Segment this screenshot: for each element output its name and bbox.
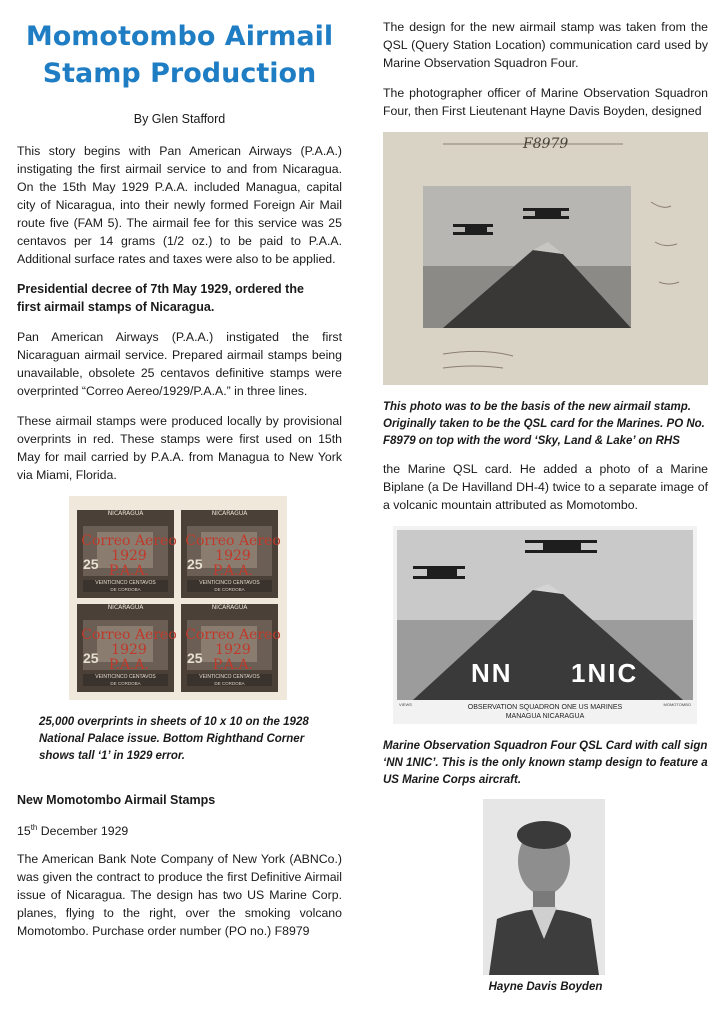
overprint-line-3: P.A.A. bbox=[108, 563, 150, 579]
qsl-call-left: NN bbox=[471, 658, 513, 688]
photo-po-number: F8979 bbox=[523, 136, 569, 152]
stamp-country-tr: NICARAGUA bbox=[211, 510, 248, 517]
overprint-line-1: Correo Aereo bbox=[185, 533, 281, 549]
qsl-line-2: MANAGUA NICARAGUA bbox=[505, 713, 585, 720]
overprint-line-3: P.A.A. bbox=[212, 657, 254, 673]
stamp-value-bl: VEINTICINCO CENTAVOS bbox=[95, 674, 156, 680]
right-paragraph-3: the Marine QSL card. He added a photo of a Marine Biplane (a De Havilland DH-4) twice to a separate image of a volcanic mountain attributed as Momotombo. bbox=[383, 462, 708, 512]
abnco-paragraph: The American Bank Note Company of New York (ABNCo.) was given the contract to produce the first Definitive Airmail issue of Nicaragua. The design has two US Marine Corp. planes, flying to the right, over the smoking volcano Momotombo. Purchase order number (PO no.) F8979 bbox=[17, 852, 342, 939]
portrait-caption: Hayne Davis Boyden bbox=[488, 981, 603, 993]
qsl-corner-right: MOMOTOMBO bbox=[663, 702, 691, 707]
overprint-line-2: 1929 bbox=[215, 642, 251, 658]
qsl-call-right: 1NIC bbox=[571, 658, 639, 688]
right-paragraph-1: The design for the new airmail stamp was taken from the QSL (Query Station Location) communication card used by Marine Observation Squadron Four. bbox=[383, 20, 708, 70]
stamp-country-br: NICARAGUA bbox=[211, 604, 248, 611]
overprint-line-1: Correo Aereo bbox=[81, 627, 177, 643]
decree-heading bbox=[17, 280, 342, 316]
portrait-photo bbox=[483, 799, 605, 975]
annotated-photo-drawing bbox=[383, 132, 708, 385]
stamp-denomination-tl: 25 bbox=[83, 556, 99, 572]
intro-paragraph: This story begins with Pan American Airways (P.A.A.) instigating the first airmail service to and from Nicaragua. On the 15th May 1929 P.A.A. included Managua, capital city of Nicaragua, into their newly formed Foreign Air Mail route five (FAM 5). The airmail fee for this service was 25 centavos per 14 grams (1/2 oz.) to be paid to P.A.A. Additional surface rates and taxes were also to be applied. bbox=[17, 144, 342, 266]
stamp-value-br: VEINTICINCO CENTAVOS bbox=[199, 674, 260, 680]
new-stamps-heading: New Momotombo Airmail Stamps bbox=[17, 793, 216, 807]
qsl-card-image bbox=[393, 526, 697, 724]
decree-heading-line-2: first airmail stamps of Nicaragua. bbox=[17, 300, 215, 314]
overprint-br bbox=[183, 628, 283, 673]
left-column bbox=[17, 18, 342, 952]
portrait-drawing bbox=[483, 799, 605, 975]
date-day: 15 bbox=[17, 824, 31, 839]
overprint-line-1: Correo Aereo bbox=[81, 533, 177, 549]
title-line-2: Stamp Production bbox=[42, 58, 317, 89]
stamp-value-tl: VEINTICINCO CENTAVOS bbox=[95, 580, 156, 586]
right-column bbox=[383, 18, 708, 996]
date-rest: December 1929 bbox=[37, 824, 129, 839]
overprint-tl bbox=[79, 534, 179, 579]
stamp-value-tr: VEINTICINCO CENTAVOS bbox=[199, 580, 260, 586]
stamp-denomination-tr: 25 bbox=[187, 556, 203, 572]
stamp-subtext-bl: DE CORDOBA bbox=[110, 681, 141, 686]
stamp-denomination-br: 25 bbox=[187, 650, 203, 666]
date-line bbox=[17, 819, 342, 840]
right-paragraph-2: The photographer officer of Marine Observation Squadron Four, then First Lieutenant Hayne Davis Boyden, designed bbox=[383, 86, 708, 118]
overprint-line-1: Correo Aereo bbox=[185, 627, 281, 643]
stamp-caption: 25,000 overprints in sheets of 10 x 10 on the 1928 National Palace issue. Bottom Righthand Corner shows tall ‘1’ in 1929 error. bbox=[39, 716, 309, 762]
article-title bbox=[17, 18, 342, 92]
annotated-photo bbox=[383, 132, 708, 385]
date-suffix: th bbox=[30, 823, 38, 832]
qsl-card-drawing bbox=[393, 526, 697, 724]
photo-caption: This photo was to be the basis of the new airmail stamp. Originally taken to be the QSL card for the Marines. PO No. F8979 on top with the word ‘Sky, Land & Lake’ on RHS bbox=[383, 401, 705, 447]
decree-paragraph-2: These airmail stamps were produced locally by provisional overprints in red. These stamps were first used on 15th May for mail carried by P.A.A. from Managua to New York via Miami, Florida. bbox=[17, 414, 342, 482]
overprint-line-2: 1929 bbox=[215, 548, 251, 564]
qsl-corner-left: VIEWS bbox=[399, 702, 412, 707]
stamp-block-image bbox=[69, 496, 287, 700]
decree-heading-line-1: Presidential decree of 7th May 1929, ordered the bbox=[17, 282, 304, 296]
stamp-country-bl: NICARAGUA bbox=[107, 604, 144, 611]
overprint-bl bbox=[79, 628, 179, 673]
byline: By Glen Stafford bbox=[133, 112, 226, 126]
stamp-subtext-tl: DE CORDOBA bbox=[110, 587, 141, 592]
stamp-denomination-bl: 25 bbox=[83, 650, 99, 666]
stamp-country-tl: NICARAGUA bbox=[107, 510, 144, 517]
overprint-line-3: P.A.A. bbox=[108, 657, 150, 673]
overprint-tr bbox=[183, 534, 283, 579]
overprint-line-3: P.A.A. bbox=[212, 563, 254, 579]
overprint-line-2: 1929 bbox=[111, 642, 147, 658]
decree-paragraph-1: Pan American Airways (P.A.A.) instigated the first Nicaraguan airmail service. Prepared airmail stamps being unavailable, obsolete 25 centavos definitive stamps were overprinted “Correo Aereo/1929/P.A.A.” in three lines. bbox=[17, 330, 342, 398]
qsl-caption: Marine Observation Squadron Four QSL Card with call sign ‘NN 1NIC’. This is the only known stamp design to feature a US Marine Corps aircraft. bbox=[383, 740, 708, 786]
title-line-1: Momotombo Airmail bbox=[25, 21, 334, 52]
overprint-line-2: 1929 bbox=[111, 548, 147, 564]
qsl-line-1: OBSERVATION SQUADRON ONE US MARINES bbox=[467, 704, 623, 711]
stamp-subtext-tr: DE CORDOBA bbox=[214, 587, 245, 592]
stamp-subtext-br: DE CORDOBA bbox=[214, 681, 245, 686]
